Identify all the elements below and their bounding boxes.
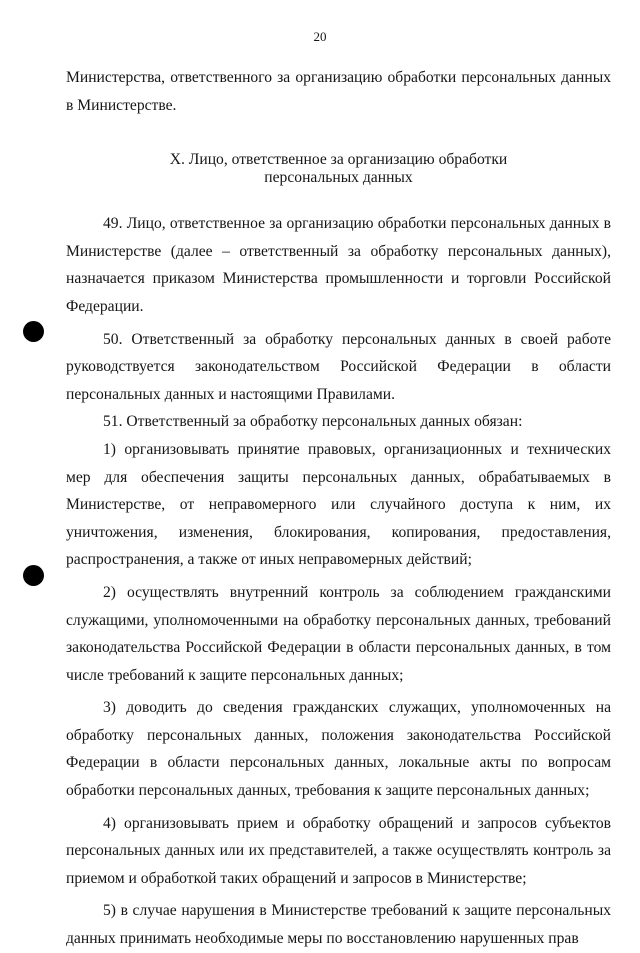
list-item-5: 5) в случае нарушения в Министерстве требований к защите персональных данных принимать необходимые меры по восстановлению нарушенных прав [66, 902, 611, 948]
section-title-line2: персональных данных [264, 169, 413, 187]
document-body [66, 64, 611, 953]
page-number: 20 [313, 29, 327, 44]
section-heading [66, 151, 611, 187]
list-item-4: 4) организовывать прием и обработку обращений и запросов субъектов персональных данных или их представителей, а также осуществлять контроль за приемом и обработкой таких обращений и запросов в Министерстве; [66, 814, 611, 887]
paragraph-50: 50. Ответственный за обработку персональных данных в своей работе руководствуется законодательством Российской Федерации в области персональных данных и настоящими Правилами. [66, 330, 611, 403]
list-item-2: 2) осуществлять внутренний контроль за соблюдением гражданскими служащими, уполномоченными на обработку персональных данных, требований законодательства Российской Федерации в области персональных данных, в том числе требований к защите персональных данных; [66, 583, 611, 684]
paragraph-49: 49. Лицо, ответственное за организацию обработки персональных данных в Министерстве (далее – ответственный за обработку персональных данных), назначается приказом Министерства промышленности и торговли Российской Федерации. [66, 215, 611, 315]
list-item-1: 1) организовывать принятие правовых, организационных и технических мер для обеспечения защиты персональных данных, обрабатываемых в Министерстве, от неправомерного или случайного доступа к ним, их уничтожения, изменения, блокирования, копирования, предоставления, распространения, а также от иных неправомерных действий; [66, 440, 611, 569]
paragraph-51: 51. Ответственный за обработку персональных данных обязан: [103, 413, 523, 431]
section-title-line1: X. Лицо, ответственное за организацию обработки [169, 151, 508, 169]
list-item-3: 3) доводить до сведения гражданских служащих, уполномоченных на обработку персональных данных, положения законодательства Российской Федерации в области персональных данных, локальные акты по вопросам обработки персональных данных, требования к защите персональных данных; [66, 699, 611, 800]
binder-hole-bottom [23, 565, 44, 586]
intro-paragraph: Министерства, ответственного за организацию обработки персональных данных в Министерстве. [66, 69, 611, 114]
binder-hole-top [23, 321, 44, 342]
